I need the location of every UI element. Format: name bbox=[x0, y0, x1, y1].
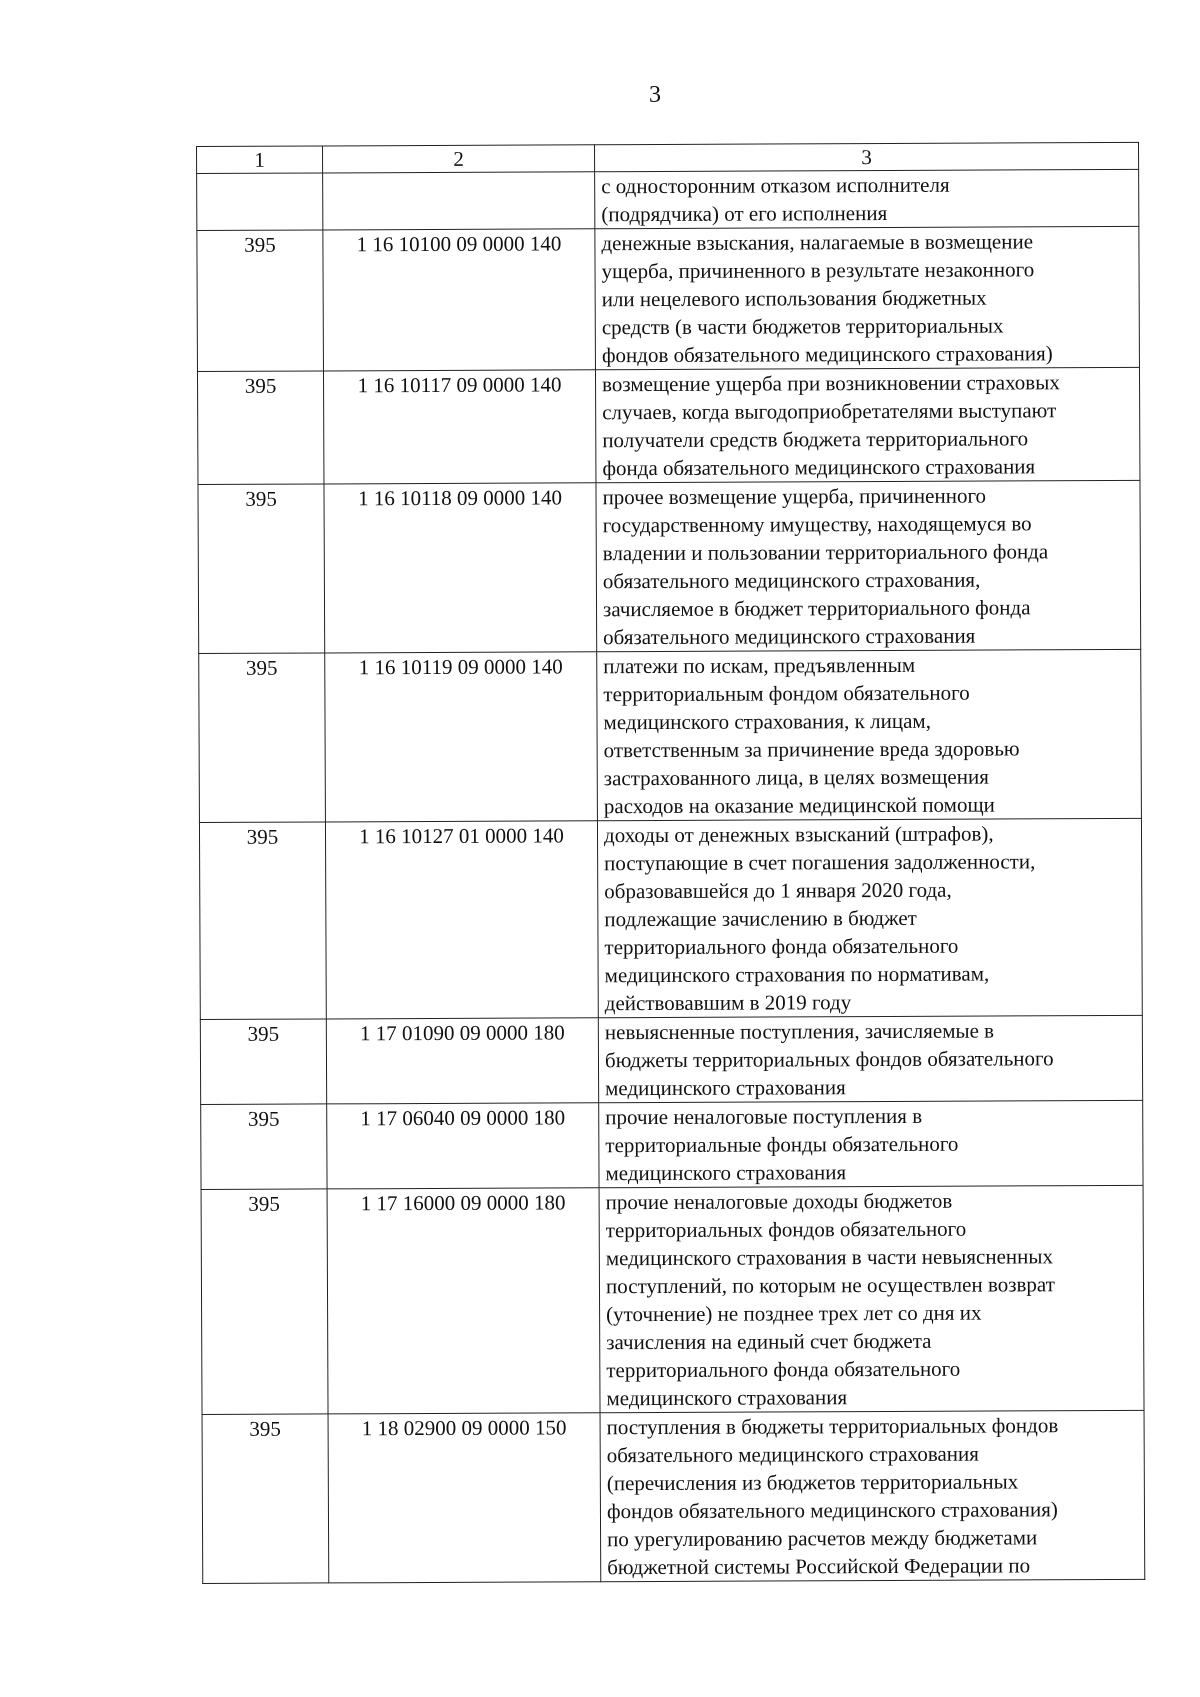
table-header-row bbox=[197, 142, 1139, 173]
table-row bbox=[197, 367, 1139, 484]
page-number: 3 bbox=[649, 82, 661, 108]
budget-code-cell: 1 17 01090 09 0000 180 bbox=[326, 1018, 598, 1104]
admin-code-cell: 395 bbox=[199, 822, 326, 1020]
budget-code-cell: 1 16 10100 09 0000 140 bbox=[323, 229, 596, 371]
budget-code-cell: 1 16 10127 01 0000 140 bbox=[325, 821, 598, 1019]
description-cell: прочие неналоговые доходы бюджетов территориальных фондов обязательного медицинского страхования в части невыясненных поступлений, по которым не осуществлен возврат (уточнение) не позднее трех лет со дня их зачисления на единый счет бюджета территориального фонда обязательного медицинского страхования bbox=[599, 1185, 1144, 1412]
budget-code-cell: 1 17 06040 09 0000 180 bbox=[327, 1103, 599, 1189]
admin-code-cell: 395 bbox=[201, 1104, 327, 1190]
table-row bbox=[197, 226, 1140, 371]
description-cell: с односторонним отказом исполнителя (подрядчика) от его исполнения bbox=[595, 169, 1139, 228]
budget-code-cell: 1 16 10118 09 0000 140 bbox=[324, 483, 597, 653]
column-header-1: 1 bbox=[197, 146, 323, 174]
description-cell: платежи по искам, предъявленным территориальным фондом обязательного медицинского страхования, к лицам, ответственным за причинение вреда здоровью застрахованного лица, в целях возмещения расходов на оказание медицинской помощи bbox=[597, 649, 1142, 820]
admin-code-cell: 395 bbox=[200, 1019, 326, 1105]
table-row bbox=[199, 649, 1142, 822]
description-cell: возмещение ущерба при возникновении страховых случаев, когда выгодоприобретателями выступают получатели средств бюджета территориального фонда обязательного медицинского страхования bbox=[595, 367, 1139, 482]
column-header-3: 3 bbox=[594, 142, 1138, 171]
admin-code-cell bbox=[197, 173, 323, 231]
description-cell: прочее возмещение ущерба, причиненного государственному имуществу, находящемуся во владении и пользовании территориального фонда обязательного медицинского страхования, зачисляемое в бюджет территориального фонда обязательного медицинского страхования bbox=[596, 480, 1141, 651]
budget-code-cell: 1 16 10119 09 0000 140 bbox=[325, 652, 598, 822]
description-cell: прочие неналоговые поступления в территориальные фонды обязательного медицинского страхования bbox=[599, 1100, 1143, 1187]
description-cell: поступления в бюджеты территориальных фондов обязательного медицинского страхования (перечисления из бюджетов территориальных фондов обязательного медицинского страхования) по урегулированию расчетов между бюджетами бюджетной системы Российской Федерации по bbox=[600, 1410, 1145, 1581]
budget-code-cell: 1 18 02900 09 0000 150 bbox=[328, 1413, 601, 1583]
budget-code-cell: 1 16 10117 09 0000 140 bbox=[323, 370, 595, 484]
revenue-codes-table bbox=[196, 142, 1145, 1584]
description-cell: невыясненные поступления, зачисляемые в бюджеты территориальных фондов обязательного медицинского страхования bbox=[598, 1015, 1142, 1102]
admin-code-cell: 395 bbox=[198, 484, 325, 654]
admin-code-cell: 395 bbox=[197, 230, 324, 372]
budget-code-cell: 1 17 16000 09 0000 180 bbox=[327, 1188, 600, 1414]
column-header-2: 2 bbox=[323, 145, 595, 173]
table-row bbox=[200, 1015, 1142, 1104]
admin-code-cell: 395 bbox=[201, 1189, 328, 1415]
admin-code-cell: 395 bbox=[202, 1414, 329, 1584]
table-row bbox=[202, 1410, 1145, 1583]
table-row bbox=[201, 1185, 1144, 1414]
description-cell: денежные взыскания, налагаемые в возмещение ущерба, причиненного в результате незаконного или нецелевого использования бюджетных средств (в части бюджетов территориальных фондов обязательного медицинского страхования) bbox=[595, 226, 1140, 369]
admin-code-cell: 395 bbox=[197, 371, 323, 485]
table-row bbox=[198, 480, 1141, 653]
table-row bbox=[197, 169, 1139, 230]
table-row bbox=[199, 818, 1142, 1019]
admin-code-cell: 395 bbox=[199, 653, 326, 823]
description-cell: доходы от денежных взысканий (штрафов), поступающие в счет погашения задолженности, образовавшейся до 1 января 2020 года, подлежащие зачислению в бюджет территориального фонда обязательного медицинского страхования по нормативам, действовавшим в 2019 году bbox=[597, 818, 1142, 1017]
table-row bbox=[201, 1100, 1143, 1189]
budget-code-cell bbox=[323, 172, 595, 230]
